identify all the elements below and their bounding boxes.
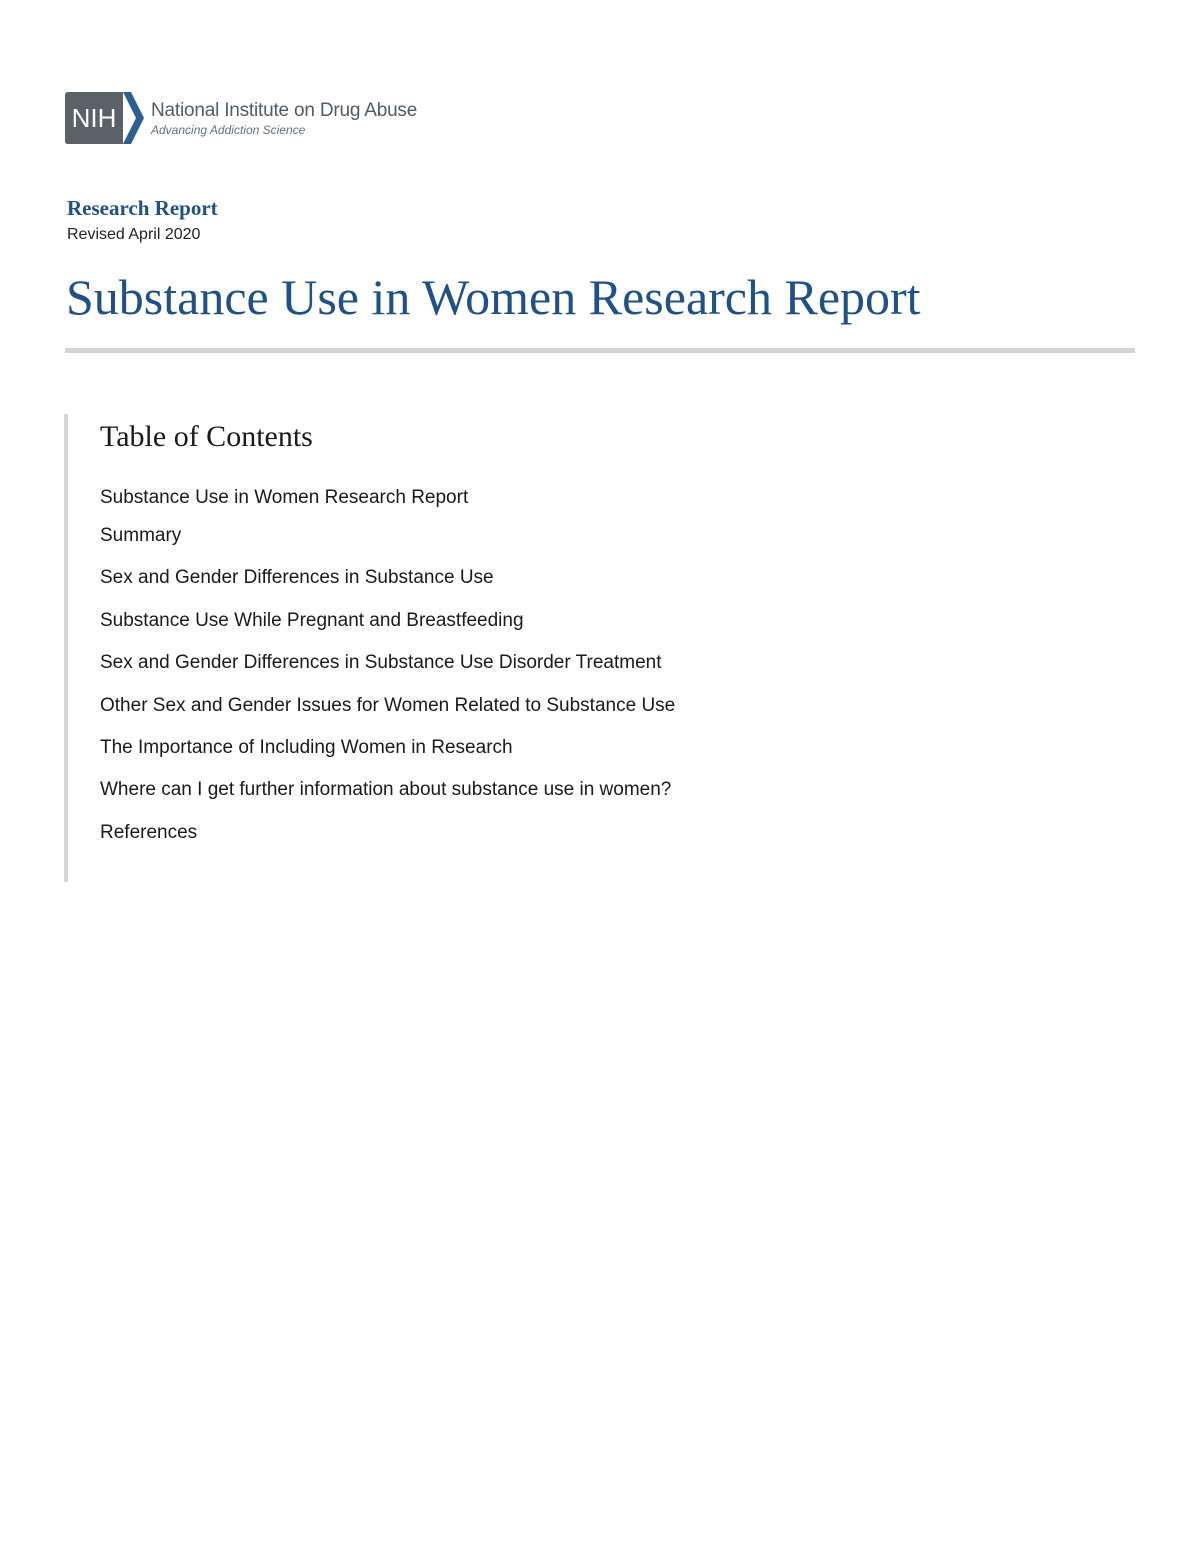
toc-item[interactable]: Substance Use in Women Research Report [100,487,469,508]
nida-logo [65,92,417,144]
toc-list [100,482,675,859]
nih-mark-text: NIH [71,103,117,133]
organization-tagline: Advancing Addiction Science [151,122,306,137]
toc-item[interactable]: Sex and Gender Differences in Substance Use [100,567,494,589]
title-divider [65,348,1135,353]
revision-date: Revised April 2020 [67,226,201,243]
toc-heading: Table of Contents [100,420,313,453]
toc-item[interactable]: Other Sex and Gender Issues for Women Related to Substance Use [100,694,676,716]
toc-item[interactable]: Where can I get further information about substance use in women? [100,779,672,801]
table-of-contents [64,414,868,882]
toc-item[interactable]: Summary [100,525,182,546]
toc-item[interactable]: The Importance of Including Women in Research [100,736,513,758]
toc-item[interactable]: Sex and Gender Differences in Substance Use Disorder Treatment [100,652,662,674]
toc-item[interactable]: Substance Use While Pregnant and Breastfeeding [100,609,524,631]
document-type-label: Research Report [67,196,218,220]
toc-item[interactable]: References [100,821,198,843]
organization-name: National Institute on Drug Abuse [151,99,418,121]
logo-text-block [151,100,417,137]
nih-logo-icon [65,92,145,144]
page-title: Substance Use in Women Research Report [66,269,921,325]
